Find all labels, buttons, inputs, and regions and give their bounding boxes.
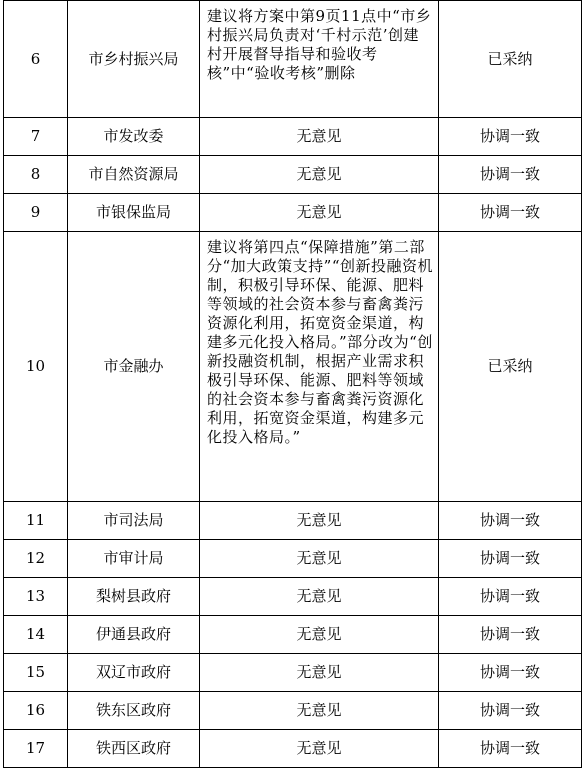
opinion-text: 无意见 bbox=[200, 156, 439, 194]
row-number: 9 bbox=[4, 194, 68, 232]
unit-name: 伊通县政府 bbox=[68, 616, 200, 654]
table-row bbox=[4, 730, 582, 768]
result-status: 已采纳 bbox=[439, 232, 582, 502]
unit-name: 双辽市政府 bbox=[68, 654, 200, 692]
table-row bbox=[4, 194, 582, 232]
opinion-text: 无意见 bbox=[200, 654, 439, 692]
row-number: 8 bbox=[4, 156, 68, 194]
row-number: 14 bbox=[4, 616, 68, 654]
opinion-text: 无意见 bbox=[200, 730, 439, 768]
opinion-text: 建议将方案中第9页11点中“市乡村振兴局负责对‘千村示范’创建村开展督导指导和验收考核”中“验收考核”删除 bbox=[200, 1, 439, 118]
opinions-table bbox=[3, 0, 582, 768]
unit-name: 市金融办 bbox=[68, 232, 200, 502]
opinion-text: 无意见 bbox=[200, 616, 439, 654]
opinion-text: 无意见 bbox=[200, 502, 439, 540]
result-status: 协调一致 bbox=[439, 578, 582, 616]
unit-name: 铁西区政府 bbox=[68, 730, 200, 768]
unit-name: 市司法局 bbox=[68, 502, 200, 540]
row-number: 11 bbox=[4, 502, 68, 540]
table-row bbox=[4, 540, 582, 578]
row-number: 13 bbox=[4, 578, 68, 616]
row-number: 10 bbox=[4, 232, 68, 502]
table-row bbox=[4, 502, 582, 540]
row-number: 6 bbox=[4, 1, 68, 118]
table-row bbox=[4, 616, 582, 654]
opinion-text: 无意见 bbox=[200, 578, 439, 616]
table-row bbox=[4, 578, 582, 616]
opinion-text: 建议将第四点“保障措施”第二部分“加大政策支持”“创新投融资机制，积极引导环保、能源、肥料等领域的社会资本参与畜禽粪污资源化利用，拓宽资金渠道，构建多元化投入格局。”部分改为“创新投融资机制，根据产业需求积极引导环保、能源、肥料等领域的社会资本参与畜禽粪污资源化利用，拓宽资金渠道，构建多元化投入格局。” bbox=[200, 232, 439, 502]
unit-name: 市审计局 bbox=[68, 540, 200, 578]
row-number: 17 bbox=[4, 730, 68, 768]
table-row bbox=[4, 1, 582, 118]
row-number: 16 bbox=[4, 692, 68, 730]
result-status: 协调一致 bbox=[439, 654, 582, 692]
result-status: 协调一致 bbox=[439, 540, 582, 578]
row-number: 15 bbox=[4, 654, 68, 692]
opinion-text: 无意见 bbox=[200, 692, 439, 730]
result-status: 协调一致 bbox=[439, 194, 582, 232]
opinion-text: 无意见 bbox=[200, 540, 439, 578]
unit-name: 市乡村振兴局 bbox=[68, 1, 200, 118]
unit-name: 梨树县政府 bbox=[68, 578, 200, 616]
opinion-text: 无意见 bbox=[200, 118, 439, 156]
row-number: 12 bbox=[4, 540, 68, 578]
result-status: 协调一致 bbox=[439, 118, 582, 156]
table-row bbox=[4, 232, 582, 502]
unit-name: 市自然资源局 bbox=[68, 156, 200, 194]
result-status: 协调一致 bbox=[439, 730, 582, 768]
result-status: 协调一致 bbox=[439, 156, 582, 194]
unit-name: 市银保监局 bbox=[68, 194, 200, 232]
unit-name: 市发改委 bbox=[68, 118, 200, 156]
result-status: 协调一致 bbox=[439, 692, 582, 730]
table-row bbox=[4, 692, 582, 730]
opinion-text: 无意见 bbox=[200, 194, 439, 232]
table-row bbox=[4, 118, 582, 156]
result-status: 协调一致 bbox=[439, 616, 582, 654]
table-row bbox=[4, 654, 582, 692]
unit-name: 铁东区政府 bbox=[68, 692, 200, 730]
row-number: 7 bbox=[4, 118, 68, 156]
table-row bbox=[4, 156, 582, 194]
result-status: 协调一致 bbox=[439, 502, 582, 540]
result-status: 已采纳 bbox=[439, 1, 582, 118]
